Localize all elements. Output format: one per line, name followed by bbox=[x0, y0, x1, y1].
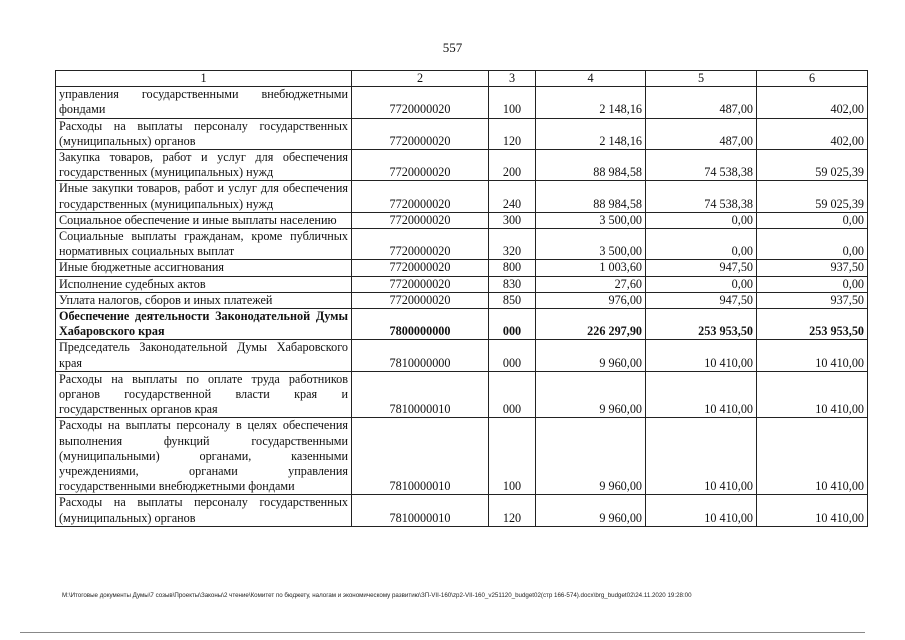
row-value-col4: 88 984,58 bbox=[536, 181, 646, 212]
row-value-col4: 9 960,00 bbox=[536, 418, 646, 495]
row-value-col5: 10 410,00 bbox=[646, 495, 757, 526]
row-type-cell: 200 bbox=[489, 150, 536, 181]
row-value-col6: 0,00 bbox=[757, 212, 868, 228]
col-header-2: 2 bbox=[352, 71, 489, 87]
row-code-cell: 7810000010 bbox=[352, 418, 489, 495]
row-code-cell: 7720000020 bbox=[352, 212, 489, 228]
row-value-col5: 253 953,50 bbox=[646, 309, 757, 340]
row-type-cell: 320 bbox=[489, 229, 536, 260]
table-row bbox=[56, 260, 868, 276]
row-value-col6: 10 410,00 bbox=[757, 371, 868, 418]
table-row bbox=[56, 212, 868, 228]
row-type-cell: 120 bbox=[489, 495, 536, 526]
row-name-cell: Исполнение судебных актов bbox=[56, 276, 352, 292]
page-bottom-rule bbox=[20, 632, 865, 633]
row-name-cell: Социальное обеспечение и иные выплаты населению bbox=[56, 212, 352, 228]
row-value-col4: 976,00 bbox=[536, 292, 646, 308]
row-value-col4: 9 960,00 bbox=[536, 371, 646, 418]
page-number: 557 bbox=[442, 40, 463, 55]
row-value-col6: 937,50 bbox=[757, 292, 868, 308]
row-type-cell: 240 bbox=[489, 181, 536, 212]
row-value-col6: 402,00 bbox=[757, 87, 868, 118]
row-type-cell: 850 bbox=[489, 292, 536, 308]
row-value-col4: 2 148,16 bbox=[536, 118, 646, 149]
row-value-col6: 0,00 bbox=[757, 276, 868, 292]
row-value-col6: 402,00 bbox=[757, 118, 868, 149]
row-value-col6: 59 025,39 bbox=[757, 181, 868, 212]
row-value-col5: 10 410,00 bbox=[646, 340, 757, 371]
table-row bbox=[56, 292, 868, 308]
table-row bbox=[56, 340, 868, 371]
row-value-col6: 59 025,39 bbox=[757, 150, 868, 181]
row-code-cell: 7810000010 bbox=[352, 495, 489, 526]
file-path-footer: M:\Итоговые документы Думы\7 созыв\Проекты\Законы\2 чтение\Комитет по бюджету, налогам и экономическому развитию\ЗП-VII-160\zp2-VII-160_v251120_budget02(стр 166-574).docx\brg_budget02\24.11.2020 19:28:00 bbox=[62, 592, 692, 599]
row-name-cell: Расходы на выплаты персоналу в целях обеспечения выполнения функций государственными (муниципальными) органами, казенными учреждениями, органами управления государственными внебюджетными фондами bbox=[56, 418, 352, 495]
row-type-cell: 800 bbox=[489, 260, 536, 276]
table-row bbox=[56, 309, 868, 340]
col-header-5: 5 bbox=[646, 71, 757, 87]
row-name-cell: Расходы на выплаты персоналу государственных (муниципальных) органов bbox=[56, 118, 352, 149]
row-value-col6: 10 410,00 bbox=[757, 340, 868, 371]
row-code-cell: 7720000020 bbox=[352, 229, 489, 260]
row-name-cell: Расходы на выплаты по оплате труда работников органов государственной власти края и государственных органов края bbox=[56, 371, 352, 418]
row-type-cell: 830 bbox=[489, 276, 536, 292]
row-value-col5: 10 410,00 bbox=[646, 418, 757, 495]
row-name-cell: Уплата налогов, сборов и иных платежей bbox=[56, 292, 352, 308]
row-value-col6: 937,50 bbox=[757, 260, 868, 276]
row-value-col5: 947,50 bbox=[646, 292, 757, 308]
row-type-cell: 120 bbox=[489, 118, 536, 149]
row-code-cell: 7810000010 bbox=[352, 371, 489, 418]
row-value-col6: 0,00 bbox=[757, 229, 868, 260]
row-value-col5: 947,50 bbox=[646, 260, 757, 276]
row-code-cell: 7720000020 bbox=[352, 292, 489, 308]
table-row bbox=[56, 229, 868, 260]
row-value-col4: 2 148,16 bbox=[536, 87, 646, 118]
column-number-row bbox=[56, 71, 868, 87]
table-row bbox=[56, 276, 868, 292]
row-value-col6: 10 410,00 bbox=[757, 495, 868, 526]
row-value-col4: 27,60 bbox=[536, 276, 646, 292]
col-header-1: 1 bbox=[56, 71, 352, 87]
row-value-col6: 253 953,50 bbox=[757, 309, 868, 340]
row-value-col4: 1 003,60 bbox=[536, 260, 646, 276]
table-row bbox=[56, 495, 868, 526]
row-name-cell: Председатель Законодательной Думы Хабаровского края bbox=[56, 340, 352, 371]
table-row bbox=[56, 371, 868, 418]
row-code-cell: 7720000020 bbox=[352, 118, 489, 149]
row-code-cell: 7720000020 bbox=[352, 260, 489, 276]
row-code-cell: 7800000000 bbox=[352, 309, 489, 340]
col-header-4: 4 bbox=[536, 71, 646, 87]
row-type-cell: 100 bbox=[489, 418, 536, 495]
row-value-col4: 88 984,58 bbox=[536, 150, 646, 181]
table-row bbox=[56, 118, 868, 149]
table-row bbox=[56, 87, 868, 118]
row-value-col5: 74 538,38 bbox=[646, 181, 757, 212]
table-row bbox=[56, 181, 868, 212]
table-body bbox=[56, 87, 868, 527]
row-value-col4: 226 297,90 bbox=[536, 309, 646, 340]
row-name-cell: Социальные выплаты гражданам, кроме публичных нормативных социальных выплат bbox=[56, 229, 352, 260]
row-type-cell: 100 bbox=[489, 87, 536, 118]
row-code-cell: 7720000020 bbox=[352, 87, 489, 118]
row-name-cell: Обеспечение деятельности Законодательной Думы Хабаровского края bbox=[56, 309, 352, 340]
row-value-col4: 9 960,00 bbox=[536, 340, 646, 371]
budget-table bbox=[55, 70, 868, 527]
row-code-cell: 7720000020 bbox=[352, 150, 489, 181]
col-header-6: 6 bbox=[757, 71, 868, 87]
row-code-cell: 7720000020 bbox=[352, 276, 489, 292]
row-value-col5: 487,00 bbox=[646, 87, 757, 118]
row-value-col6: 10 410,00 bbox=[757, 418, 868, 495]
row-type-cell: 300 bbox=[489, 212, 536, 228]
row-name-cell: Расходы на выплаты персоналу государственных (муниципальных) органов bbox=[56, 495, 352, 526]
row-code-cell: 7720000020 bbox=[352, 181, 489, 212]
row-value-col4: 3 500,00 bbox=[536, 212, 646, 228]
row-code-cell: 7810000000 bbox=[352, 340, 489, 371]
row-type-cell: 000 bbox=[489, 340, 536, 371]
row-value-col5: 0,00 bbox=[646, 229, 757, 260]
row-name-cell: управления государственными внебюджетными фондами bbox=[56, 87, 352, 118]
row-value-col4: 3 500,00 bbox=[536, 229, 646, 260]
row-value-col5: 0,00 bbox=[646, 212, 757, 228]
row-name-cell: Закупка товаров, работ и услуг для обеспечения государственных (муниципальных) нужд bbox=[56, 150, 352, 181]
row-value-col5: 10 410,00 bbox=[646, 371, 757, 418]
row-type-cell: 000 bbox=[489, 371, 536, 418]
row-value-col5: 74 538,38 bbox=[646, 150, 757, 181]
table-row bbox=[56, 418, 868, 495]
row-value-col5: 487,00 bbox=[646, 118, 757, 149]
table-row bbox=[56, 150, 868, 181]
row-value-col4: 9 960,00 bbox=[536, 495, 646, 526]
row-type-cell: 000 bbox=[489, 309, 536, 340]
col-header-3: 3 bbox=[489, 71, 536, 87]
row-name-cell: Иные бюджетные ассигнования bbox=[56, 260, 352, 276]
row-name-cell: Иные закупки товаров, работ и услуг для обеспечения государственных (муниципальных) нужд bbox=[56, 181, 352, 212]
row-value-col5: 0,00 bbox=[646, 276, 757, 292]
